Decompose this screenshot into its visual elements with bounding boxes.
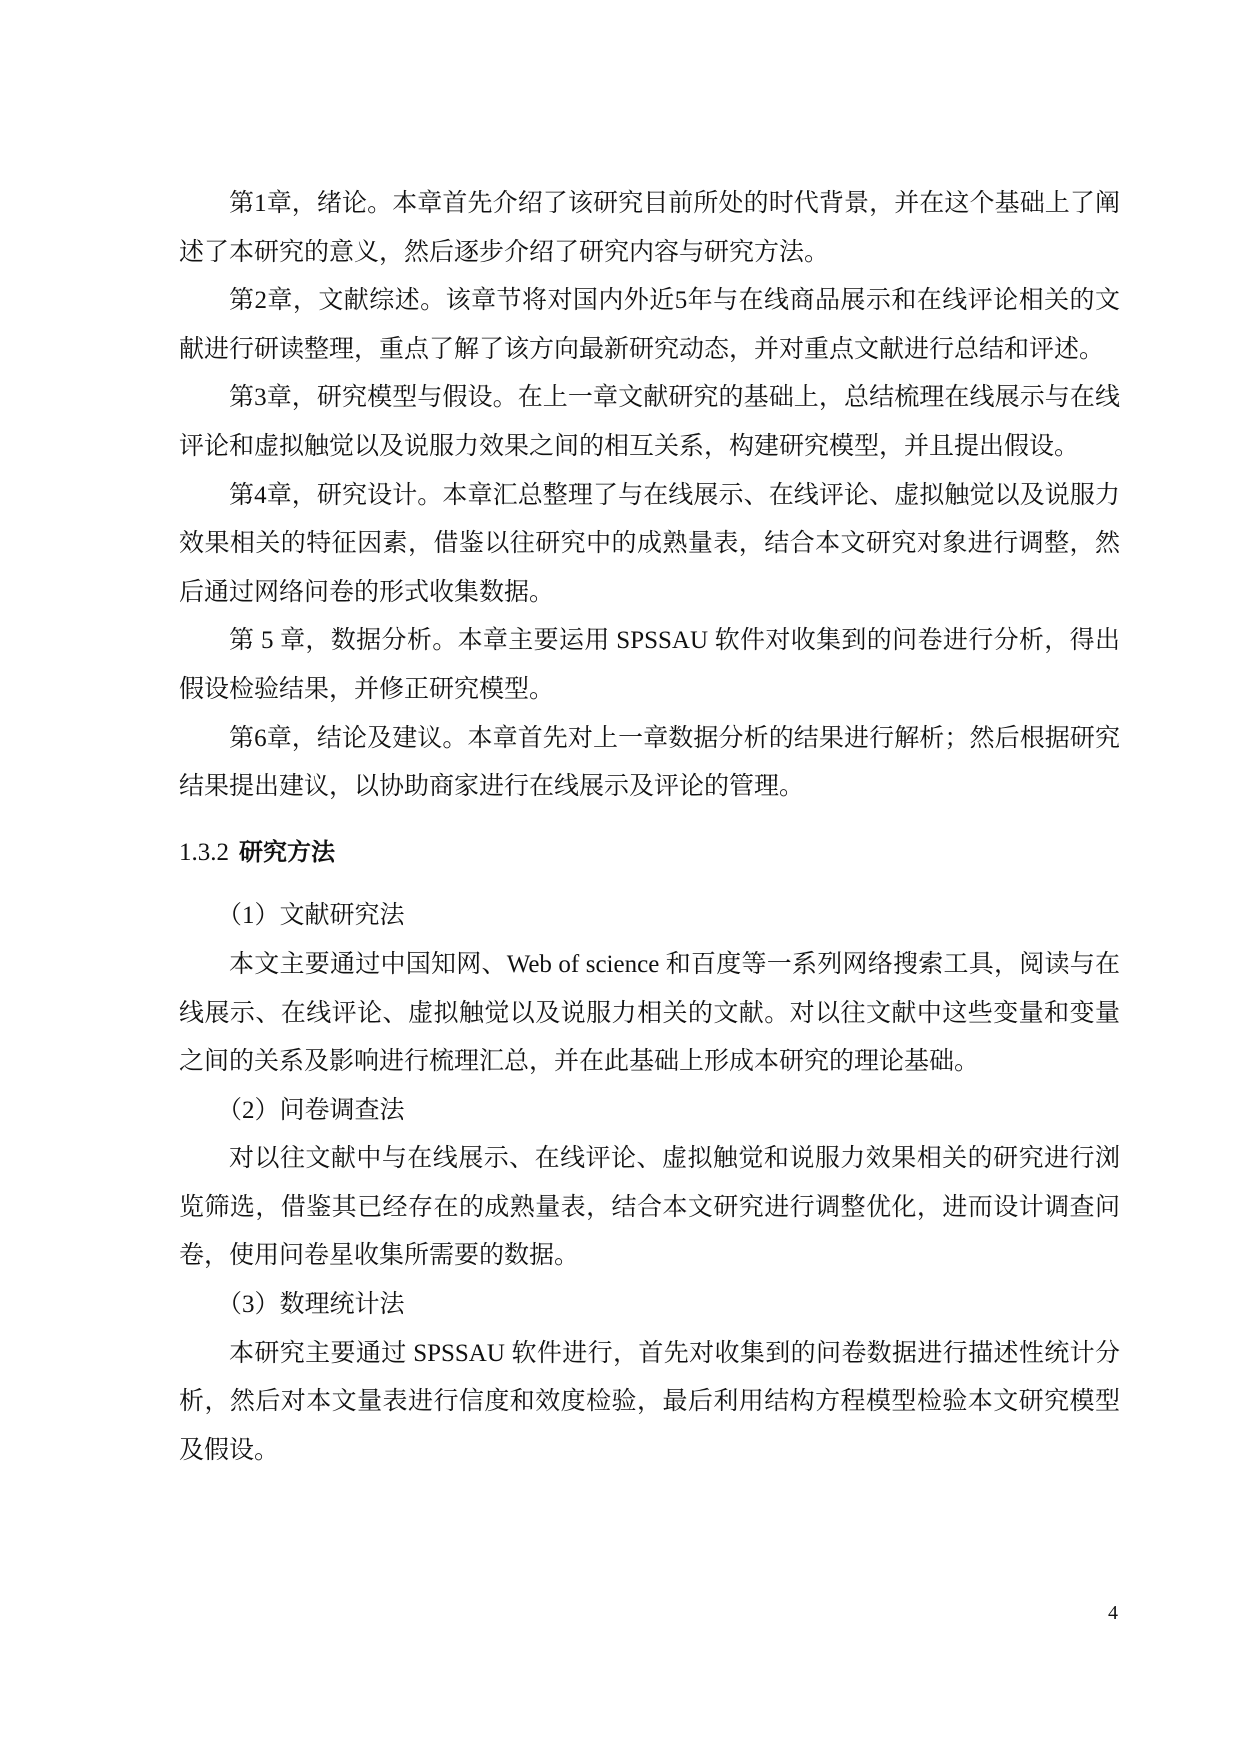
text-line: 对以往文献中与在线展示、在线评论、虚拟触觉和说服力效果相关的研究进行浏 xyxy=(229,1145,1120,1173)
chapter-paragraph xyxy=(179,374,1120,471)
chapter-paragraph xyxy=(179,277,1120,374)
text-line: 第1章，绪论。本章首先介绍了该研究目前所处的时代背景，并在这个基础上了阐 xyxy=(229,190,1120,217)
method-paragraph xyxy=(179,941,1120,1087)
text-line: 第 5 章，数据分析。本章主要运用 SPSSAU 软件对收集到的问卷进行分析，得出 xyxy=(229,627,1120,655)
text-line: 之间的关系及影响进行梳理汇总，并在此基础上形成本研究的理论基础。 xyxy=(179,1048,980,1076)
text-line: 效果相关的特征因素，借鉴以往研究中的成熟量表，结合本文研究对象进行调整，然 xyxy=(179,530,1120,558)
section-number: 1.3.2 xyxy=(179,838,229,866)
text-line: 第3章，研究模型与假设。在上一章文献研究的基础上，总结梳理在线展示与在线 xyxy=(229,384,1120,412)
chapter-paragraph xyxy=(179,472,1120,618)
document-body xyxy=(179,180,1120,1475)
chapter-paragraph xyxy=(179,180,1120,277)
text-line: 评论和虚拟触觉以及说服力效果之间的相互关系，构建研究模型，并且提出假设。 xyxy=(179,432,1080,460)
text-line: 第4章，研究设计。本章汇总整理了与在线展示、在线评论、虚拟触觉以及说服力 xyxy=(229,481,1120,509)
chapter-paragraph xyxy=(179,715,1120,812)
method-label: （1）文献研究法 xyxy=(217,902,405,930)
chapter-paragraph xyxy=(179,617,1120,714)
text-line: 第6章，结论及建议。本章首先对上一章数据分析的结果进行解析；然后根据研究 xyxy=(229,724,1120,752)
page-number: 4 xyxy=(1108,1602,1118,1624)
text-line: 及假设。 xyxy=(179,1436,280,1464)
text-line: 结果提出建议，以协助商家进行在线展示及评论的管理。 xyxy=(179,773,805,801)
method-paragraph xyxy=(179,1135,1120,1281)
method-label: （2）问卷调查法 xyxy=(217,1096,405,1124)
text-line: 析，然后对本文量表进行信度和效度检验，最后利用结构方程模型检验本文研究模型 xyxy=(179,1388,1120,1416)
text-line: 假设检验结果，并修正研究模型。 xyxy=(179,675,555,703)
method-label: （3）数理统计法 xyxy=(217,1291,405,1319)
text-line: 后通过网络问卷的形式收集数据。 xyxy=(179,578,555,606)
text-line: 卷，使用问卷星收集所需要的数据。 xyxy=(179,1242,580,1270)
text-line: 本文主要通过中国知网、Web of science 和百度等一系列网络搜索工具，阅读与在 xyxy=(229,950,1120,978)
section-title: 研究方法 xyxy=(239,837,335,866)
text-line: 献进行研读整理，重点了解了该方向最新研究动态，并对重点文献进行总结和评述。 xyxy=(179,335,1105,363)
text-line: 览筛选，借鉴其已经存在的成熟量表，结合本文研究进行调整优化，进而设计调查问 xyxy=(179,1193,1120,1221)
text-line: 述了本研究的意义，然后逐步介绍了研究内容与研究方法。 xyxy=(179,238,830,266)
text-line: 线展示、在线评论、虚拟触觉以及说服力相关的文献。对以往文献中这些变量和变量 xyxy=(179,999,1120,1027)
text-line: 第2章，文献综述。该章节将对国内外近5年与在线商品展示和在线评论相关的文 xyxy=(229,287,1120,315)
section-heading xyxy=(179,828,1120,877)
text-line: 本研究主要通过 SPSSAU 软件进行，首先对收集到的问卷数据进行描述性统计分 xyxy=(229,1339,1120,1367)
method-paragraph xyxy=(179,1330,1120,1476)
